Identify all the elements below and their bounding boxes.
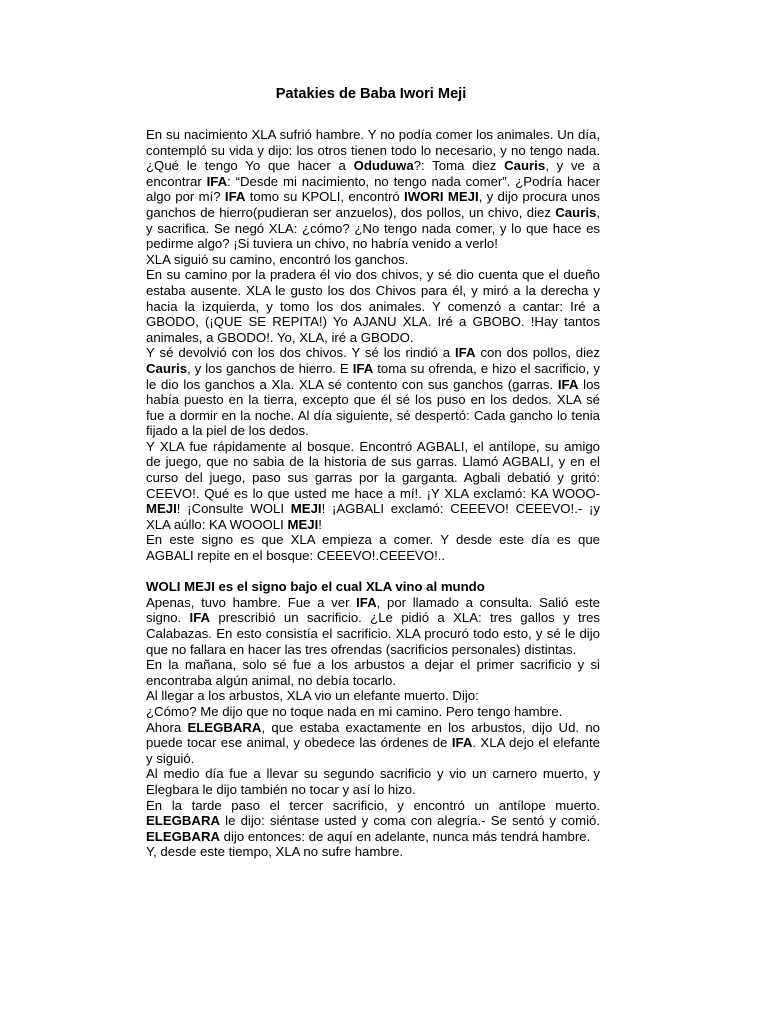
bold-text-run: WOLI MEJI es el signo bajo el cual XLA vino al mundo xyxy=(146,579,485,595)
paragraph xyxy=(146,345,600,439)
paragraph xyxy=(146,766,600,797)
text-run: Ahora xyxy=(146,719,188,735)
bold-text-run: IFA xyxy=(557,376,579,392)
text-run: tomo su KPOLI, encontró xyxy=(245,189,405,205)
paragraph xyxy=(146,595,600,657)
text-run: ?: Toma diez xyxy=(413,158,505,174)
bold-text-run: IFA xyxy=(189,610,211,626)
text-run: , y dijo procura unos ganchos de hierro(pudieran ser anzuelos), dos pollos, un chivo, diez xyxy=(146,189,601,220)
text-run: Apenas, tuvo hambre. Fue a ver xyxy=(146,594,357,610)
text-run: XLA siguió su camino, encontró los ganchos. xyxy=(146,251,409,267)
text-run: prescribió un sacrificio. ¿Le pidió a XLA: tres gallos y tres Calabazas. En esto consistía el sacrificio. XLA procuró todo esto, y sé le dijo que no fallara en hacer las tres ofrendas (sacrificios personales) distintas. xyxy=(146,610,600,657)
bold-text-run: Cauris xyxy=(504,158,546,174)
bold-text-run: MEJI xyxy=(287,516,319,532)
bold-text-run: Cauris xyxy=(146,360,188,376)
text-run: ! ¡AGBALI exclamó: CEEEVO! CEEEVO!.- ¡y XLA aúllo: KA WOOOLI xyxy=(146,501,600,532)
text-run: Y XLA fue rápidamente al bosque. Encontró AGBALI, el antílope, su amigo de juego, que no sabia de la historia de sus garras. Llamó AGBALI, y en el curso del juego, paso sus garras por la garganta. Agbali debatió y gritó: CEEVO!. Qué es lo que usted me hace a mí!. ¡Y XLA exclamó: KA WOOO- xyxy=(146,438,600,501)
bold-text-run: ELEGBARA xyxy=(146,828,220,844)
bold-text-run: IFA xyxy=(206,173,228,189)
paragraph xyxy=(146,688,600,704)
bold-text-run: MEJI xyxy=(146,501,177,517)
bold-text-run: MEJI xyxy=(290,501,322,517)
text-run: Al llegar a los arbustos, XLA vio un elefante muerto. Dijo: xyxy=(146,688,479,704)
paragraph xyxy=(146,657,600,688)
paragraph xyxy=(146,798,600,845)
text-run: , y sacrifica. Se negó XLA: ¿cómo? ¿No tengo nada comer, y lo que hace es pedirme algo? ¡Si tuviera un chivo, no habría venido a verlo! xyxy=(146,204,600,252)
text-run: ! xyxy=(318,516,322,532)
paragraph xyxy=(146,267,600,345)
paragraph xyxy=(146,439,600,533)
bold-text-run: IWORI MEJI xyxy=(404,189,479,205)
bold-text-run: Oduduwa xyxy=(353,158,414,174)
text-run: En la tarde paso el tercer sacrificio, y encontró un antílope muerto. xyxy=(146,797,600,813)
bold-text-run: IFA xyxy=(224,189,246,205)
bold-text-run: IFA xyxy=(451,735,473,751)
text-run: En su camino por la pradera él vio dos chivos, y sé dio cuenta que el dueño estaba ausente. XLA le gusto los dos Chivos para él, y miró a la derecha y hacia la izquierda, y tomo los dos animales. Y comenzó a cantar: Iré a GBODO, (¡QUE SE REPITA!) Yo AJANU XLA. Iré a GBOBO. !Hay tantos animales, a GBODO!. Yo, XLA, iré a GBODO. xyxy=(146,267,600,345)
bold-text-run: Cauris xyxy=(555,204,597,220)
text-run: le dijo: siéntase usted y coma con alegría.- Se sentó y comió. xyxy=(220,813,600,829)
bold-text-run: IFA xyxy=(356,594,377,610)
text-run: dijo entonces: de aquí en adelante, nunca más tendrá hambre. xyxy=(220,828,591,844)
paragraph xyxy=(146,252,600,268)
text-run: , por llamado a consulta. Salió este signo. xyxy=(146,594,600,626)
text-run: ! ¡Consulte WOLI xyxy=(176,501,291,517)
text-run: ¿Cómo? Me dijo que no toque nada en mi camino. Pero tengo hambre. xyxy=(146,703,563,719)
text-run: Al medio día fue a llevar su segundo sacrificio y vio un carnero muerto, y Elegbara le dijo también no tocar y así lo hizo. xyxy=(146,766,600,797)
text-run: En este signo es que XLA empieza a comer. Y desde este día es que AGBALI repite en el bosque: CEEEVO!.CEEEVO!.. xyxy=(146,532,600,564)
text-run: En su nacimiento XLA sufrió hambre. Y no podía comer los animales. Un día, contempló su vida y dijo: los otros tienen todo lo necesario, y no tengo nada. ¿Qué le tengo Yo que hacer a xyxy=(146,127,600,174)
bold-text-run: ELEGBARA xyxy=(146,813,220,829)
paragraph xyxy=(146,720,600,767)
page-title: Patakies de Baba Iwori Meji xyxy=(275,86,467,102)
bold-text-run: IFA xyxy=(352,360,374,376)
text-run: con dos pollos, diez xyxy=(475,345,600,361)
text-run: : “Desde mi nacimiento, no tengo nada comer”. ¿Podría hacer algo por mí? xyxy=(146,173,600,205)
text-run: , que estaba exactamente en los arbustos, dijo Ud. no puede tocar ese animal, y obedece las órdenes de xyxy=(146,719,601,751)
text-run: Y sé devolvió con los dos chivos. Y sé los rindió a xyxy=(146,345,455,361)
text-run: , y los ganchos de hierro. E xyxy=(187,360,353,376)
paragraph xyxy=(146,127,600,252)
text-run: En la mañana, solo sé fue a los arbustos a dejar el primer sacrificio y si encontraba algún animal, no debía tocarlo. xyxy=(146,657,600,688)
section-heading xyxy=(146,579,600,595)
bold-text-run: ELEGBARA xyxy=(187,719,262,735)
text-run: , y ve a encontrar xyxy=(146,158,600,189)
paragraph xyxy=(146,532,600,563)
document-body xyxy=(146,127,600,860)
text-run: Y, desde este tiempo, XLA no sufre hambre. xyxy=(146,844,404,860)
text-run: toma su ofrenda, e hizo el sacrificio, y le dio los ganchos a Xla. XLA sé contento con sus ganchos (garras. xyxy=(146,360,601,392)
bold-text-run: IFA xyxy=(454,345,476,361)
text-run: . XLA dejo el elefante y siguió. xyxy=(146,735,600,766)
paragraph xyxy=(146,704,600,720)
paragraph xyxy=(146,844,600,860)
text-run: los había puesto en la tierra, excepto que él sé los puso en los dedos. XLA sé fue a dormir en la noche. Al día siguiente, sé despertó: Cada gancho lo tenia fijado a la piel de los dedos. xyxy=(146,376,600,439)
